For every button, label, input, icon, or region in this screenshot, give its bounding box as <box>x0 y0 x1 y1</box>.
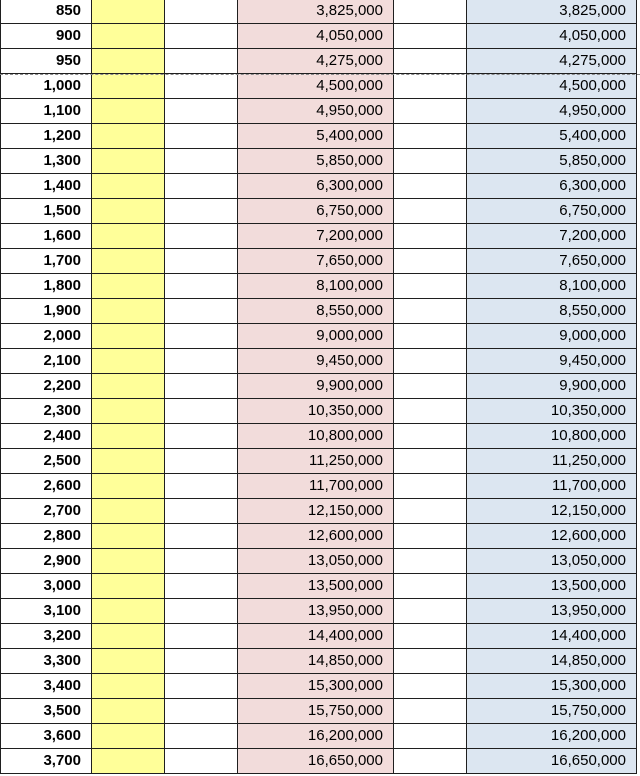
quantity-cell[interactable]: 2,300 <box>0 399 92 424</box>
amount-pink-cell[interactable]: 13,500,000 <box>238 574 394 599</box>
amount-pink-cell[interactable]: 10,800,000 <box>238 424 394 449</box>
amount-pink-cell[interactable]: 11,250,000 <box>238 449 394 474</box>
amount-pink-cell[interactable]: 7,200,000 <box>238 224 394 249</box>
table-row <box>0 274 640 299</box>
quantity-cell[interactable]: 1,100 <box>0 99 92 124</box>
yellow-cell[interactable] <box>92 599 165 624</box>
table-row <box>0 24 640 49</box>
amount-blue-cell[interactable]: 3,825,000 <box>467 0 637 24</box>
table-row <box>0 449 640 474</box>
blank-cell[interactable] <box>394 149 467 174</box>
table-row <box>0 399 640 424</box>
amount-pink-cell[interactable]: 6,300,000 <box>238 174 394 199</box>
blank-cell[interactable] <box>165 699 238 724</box>
amount-pink-cell[interactable]: 15,750,000 <box>238 699 394 724</box>
quantity-cell[interactable]: 1,000 <box>0 74 92 99</box>
yellow-cell[interactable] <box>92 699 165 724</box>
amount-blue-cell[interactable]: 5,400,000 <box>467 124 637 149</box>
quantity-cell[interactable]: 2,400 <box>0 424 92 449</box>
yellow-cell[interactable] <box>92 749 165 774</box>
table-row <box>0 374 640 399</box>
yellow-cell[interactable] <box>92 624 165 649</box>
blank-cell[interactable] <box>165 99 238 124</box>
blank-cell[interactable] <box>394 524 467 549</box>
quantity-cell[interactable]: 950 <box>0 49 92 74</box>
quantity-cell[interactable]: 1,500 <box>0 199 92 224</box>
quantity-cell[interactable]: 1,700 <box>0 249 92 274</box>
yellow-cell[interactable] <box>92 99 165 124</box>
quantity-cell[interactable]: 3,200 <box>0 624 92 649</box>
amount-pink-cell[interactable]: 12,600,000 <box>238 524 394 549</box>
amount-blue-cell[interactable]: 6,750,000 <box>467 199 637 224</box>
amount-pink-cell[interactable]: 16,650,000 <box>238 749 394 774</box>
blank-cell[interactable] <box>165 74 238 99</box>
blank-cell[interactable] <box>165 174 238 199</box>
amount-pink-cell[interactable]: 8,550,000 <box>238 299 394 324</box>
quantity-cell[interactable]: 3,700 <box>0 749 92 774</box>
table-row <box>0 324 640 349</box>
yellow-cell[interactable] <box>92 49 165 74</box>
blank-cell[interactable] <box>165 449 238 474</box>
yellow-cell[interactable] <box>92 324 165 349</box>
table-row <box>0 149 640 174</box>
table-row <box>0 699 640 724</box>
amount-pink-cell[interactable]: 4,500,000 <box>238 74 394 99</box>
blank-cell[interactable] <box>165 599 238 624</box>
amount-pink-cell[interactable]: 8,100,000 <box>238 274 394 299</box>
yellow-cell[interactable] <box>92 149 165 174</box>
yellow-cell[interactable] <box>92 174 165 199</box>
blank-cell[interactable] <box>394 424 467 449</box>
blank-cell[interactable] <box>165 499 238 524</box>
blank-cell[interactable] <box>394 24 467 49</box>
blank-cell[interactable] <box>394 599 467 624</box>
amount-blue-cell[interactable]: 13,500,000 <box>467 574 637 599</box>
yellow-cell[interactable] <box>92 574 165 599</box>
amount-pink-cell[interactable]: 3,825,000 <box>238 0 394 24</box>
blank-cell[interactable] <box>165 274 238 299</box>
blank-cell[interactable] <box>394 49 467 74</box>
table-row <box>0 549 640 574</box>
amount-blue-cell[interactable]: 16,200,000 <box>467 724 637 749</box>
blank-cell[interactable] <box>394 374 467 399</box>
yellow-cell[interactable] <box>92 474 165 499</box>
amount-pink-cell[interactable]: 15,300,000 <box>238 674 394 699</box>
yellow-cell[interactable] <box>92 499 165 524</box>
blank-cell[interactable] <box>165 624 238 649</box>
quantity-cell[interactable]: 900 <box>0 24 92 49</box>
blank-cell[interactable] <box>394 649 467 674</box>
amount-blue-cell[interactable]: 11,700,000 <box>467 474 637 499</box>
blank-cell[interactable] <box>394 449 467 474</box>
blank-cell[interactable] <box>394 274 467 299</box>
quantity-cell[interactable]: 2,600 <box>0 474 92 499</box>
blank-cell[interactable] <box>165 49 238 74</box>
blank-cell[interactable] <box>165 574 238 599</box>
yellow-cell[interactable] <box>92 24 165 49</box>
blank-cell[interactable] <box>394 549 467 574</box>
amount-pink-cell[interactable]: 4,950,000 <box>238 99 394 124</box>
blank-cell[interactable] <box>165 374 238 399</box>
amount-pink-cell[interactable]: 9,900,000 <box>238 374 394 399</box>
amount-pink-cell[interactable]: 13,050,000 <box>238 549 394 574</box>
blank-cell[interactable] <box>394 174 467 199</box>
blank-cell[interactable] <box>394 249 467 274</box>
quantity-cell[interactable]: 850 <box>0 0 92 24</box>
table-row <box>0 524 640 549</box>
quantity-cell[interactable]: 1,900 <box>0 299 92 324</box>
quantity-cell[interactable]: 1,300 <box>0 149 92 174</box>
blank-cell[interactable] <box>394 324 467 349</box>
yellow-cell[interactable] <box>92 424 165 449</box>
amount-blue-cell[interactable]: 4,950,000 <box>467 99 637 124</box>
amount-pink-cell[interactable]: 12,150,000 <box>238 499 394 524</box>
blank-cell[interactable] <box>165 474 238 499</box>
quantity-cell[interactable]: 2,100 <box>0 349 92 374</box>
blank-cell[interactable] <box>394 99 467 124</box>
blank-cell[interactable] <box>165 324 238 349</box>
amount-blue-cell[interactable]: 4,050,000 <box>467 24 637 49</box>
amount-pink-cell[interactable]: 9,450,000 <box>238 349 394 374</box>
amount-blue-cell[interactable]: 8,550,000 <box>467 299 637 324</box>
amount-blue-cell[interactable]: 4,275,000 <box>467 49 637 74</box>
blank-cell[interactable] <box>165 249 238 274</box>
amount-blue-cell[interactable]: 9,000,000 <box>467 324 637 349</box>
yellow-cell[interactable] <box>92 349 165 374</box>
amount-blue-cell[interactable]: 13,050,000 <box>467 549 637 574</box>
amount-blue-cell[interactable]: 12,600,000 <box>467 524 637 549</box>
yellow-cell[interactable] <box>92 299 165 324</box>
amount-blue-cell[interactable]: 6,300,000 <box>467 174 637 199</box>
table-row <box>0 224 640 249</box>
amount-blue-cell[interactable]: 4,500,000 <box>467 74 637 99</box>
quantity-cell[interactable]: 2,800 <box>0 524 92 549</box>
table-row <box>0 249 640 274</box>
table-row <box>0 624 640 649</box>
amount-blue-cell[interactable]: 10,350,000 <box>467 399 637 424</box>
blank-cell[interactable] <box>394 499 467 524</box>
quantity-cell[interactable]: 1,200 <box>0 124 92 149</box>
blank-cell[interactable] <box>394 199 467 224</box>
yellow-cell[interactable] <box>92 249 165 274</box>
amount-pink-cell[interactable]: 14,400,000 <box>238 624 394 649</box>
quantity-cell[interactable]: 3,000 <box>0 574 92 599</box>
table-row <box>0 299 640 324</box>
yellow-cell[interactable] <box>92 0 165 24</box>
blank-cell[interactable] <box>394 74 467 99</box>
yellow-cell[interactable] <box>92 74 165 99</box>
table-row <box>0 499 640 524</box>
blank-cell[interactable] <box>394 724 467 749</box>
yellow-cell[interactable] <box>92 674 165 699</box>
quantity-cell[interactable]: 3,300 <box>0 649 92 674</box>
blank-cell[interactable] <box>165 224 238 249</box>
amount-blue-cell[interactable]: 12,150,000 <box>467 499 637 524</box>
yellow-cell[interactable] <box>92 224 165 249</box>
amount-blue-cell[interactable]: 13,950,000 <box>467 599 637 624</box>
amount-pink-cell[interactable]: 11,700,000 <box>238 474 394 499</box>
table-row <box>0 599 640 624</box>
amount-blue-cell[interactable]: 14,850,000 <box>467 649 637 674</box>
quantity-cell[interactable]: 2,000 <box>0 324 92 349</box>
blank-cell[interactable] <box>165 674 238 699</box>
amount-blue-cell[interactable]: 16,650,000 <box>467 749 637 774</box>
quantity-cell[interactable]: 3,100 <box>0 599 92 624</box>
amount-pink-cell[interactable]: 7,650,000 <box>238 249 394 274</box>
amount-pink-cell[interactable]: 13,950,000 <box>238 599 394 624</box>
blank-cell[interactable] <box>165 149 238 174</box>
table-row <box>0 74 640 99</box>
amount-blue-cell[interactable]: 7,200,000 <box>467 224 637 249</box>
amount-pink-cell[interactable]: 4,050,000 <box>238 24 394 49</box>
quantity-cell[interactable]: 2,200 <box>0 374 92 399</box>
yellow-cell[interactable] <box>92 449 165 474</box>
blank-cell[interactable] <box>394 474 467 499</box>
blank-cell[interactable] <box>394 699 467 724</box>
yellow-cell[interactable] <box>92 649 165 674</box>
blank-cell[interactable] <box>165 24 238 49</box>
table-row <box>0 724 640 749</box>
quantity-cell[interactable]: 2,700 <box>0 499 92 524</box>
amount-blue-cell[interactable]: 9,450,000 <box>467 349 637 374</box>
amount-blue-cell[interactable]: 5,850,000 <box>467 149 637 174</box>
yellow-cell[interactable] <box>92 724 165 749</box>
blank-cell[interactable] <box>165 199 238 224</box>
blank-cell[interactable] <box>165 0 238 24</box>
amount-blue-cell[interactable]: 11,250,000 <box>467 449 637 474</box>
blank-cell[interactable] <box>165 549 238 574</box>
blank-cell[interactable] <box>394 749 467 774</box>
quantity-cell[interactable]: 3,400 <box>0 674 92 699</box>
amount-blue-cell[interactable]: 10,800,000 <box>467 424 637 449</box>
table-row <box>0 0 640 24</box>
amount-blue-cell[interactable]: 15,300,000 <box>467 674 637 699</box>
amount-blue-cell[interactable]: 15,750,000 <box>467 699 637 724</box>
table-row <box>0 174 640 199</box>
blank-cell[interactable] <box>394 624 467 649</box>
amount-pink-cell[interactable]: 4,275,000 <box>238 49 394 74</box>
quantity-cell[interactable]: 2,900 <box>0 549 92 574</box>
table-row <box>0 349 640 374</box>
blank-cell[interactable] <box>394 124 467 149</box>
yellow-cell[interactable] <box>92 524 165 549</box>
quantity-cell[interactable]: 1,400 <box>0 174 92 199</box>
yellow-cell[interactable] <box>92 124 165 149</box>
amount-pink-cell[interactable]: 5,400,000 <box>238 124 394 149</box>
amount-pink-cell[interactable]: 10,350,000 <box>238 399 394 424</box>
table-row <box>0 649 640 674</box>
blank-cell[interactable] <box>394 574 467 599</box>
yellow-cell[interactable] <box>92 549 165 574</box>
quantity-cell[interactable]: 1,800 <box>0 274 92 299</box>
quantity-cell[interactable]: 1,600 <box>0 224 92 249</box>
quantity-cell[interactable]: 3,600 <box>0 724 92 749</box>
blank-cell[interactable] <box>165 649 238 674</box>
amount-pink-cell[interactable]: 9,000,000 <box>238 324 394 349</box>
table-row <box>0 124 640 149</box>
amount-blue-cell[interactable]: 9,900,000 <box>467 374 637 399</box>
table-row <box>0 474 640 499</box>
blank-cell[interactable] <box>165 724 238 749</box>
blank-cell[interactable] <box>165 749 238 774</box>
table-row <box>0 749 640 774</box>
table-row <box>0 199 640 224</box>
amount-pink-cell[interactable]: 6,750,000 <box>238 199 394 224</box>
amount-blue-cell[interactable]: 8,100,000 <box>467 274 637 299</box>
amount-pink-cell[interactable]: 5,850,000 <box>238 149 394 174</box>
blank-cell[interactable] <box>165 524 238 549</box>
table-row <box>0 674 640 699</box>
table-row <box>0 424 640 449</box>
blank-cell[interactable] <box>394 299 467 324</box>
table-row <box>0 99 640 124</box>
table-row <box>0 49 640 74</box>
yellow-cell[interactable] <box>92 274 165 299</box>
blank-cell[interactable] <box>394 349 467 374</box>
blank-cell[interactable] <box>165 124 238 149</box>
blank-cell[interactable] <box>165 349 238 374</box>
amount-pink-cell[interactable]: 16,200,000 <box>238 724 394 749</box>
yellow-cell[interactable] <box>92 199 165 224</box>
amount-blue-cell[interactable]: 7,650,000 <box>467 249 637 274</box>
blank-cell[interactable] <box>394 674 467 699</box>
blank-cell[interactable] <box>165 424 238 449</box>
table-row <box>0 574 640 599</box>
quantity-cell[interactable]: 3,500 <box>0 699 92 724</box>
yellow-cell[interactable] <box>92 399 165 424</box>
blank-cell[interactable] <box>394 0 467 24</box>
blank-cell[interactable] <box>165 399 238 424</box>
amount-pink-cell[interactable]: 14,850,000 <box>238 649 394 674</box>
amount-blue-cell[interactable]: 14,400,000 <box>467 624 637 649</box>
blank-cell[interactable] <box>394 224 467 249</box>
yellow-cell[interactable] <box>92 374 165 399</box>
quantity-cell[interactable]: 2,500 <box>0 449 92 474</box>
blank-cell[interactable] <box>165 299 238 324</box>
blank-cell[interactable] <box>394 399 467 424</box>
